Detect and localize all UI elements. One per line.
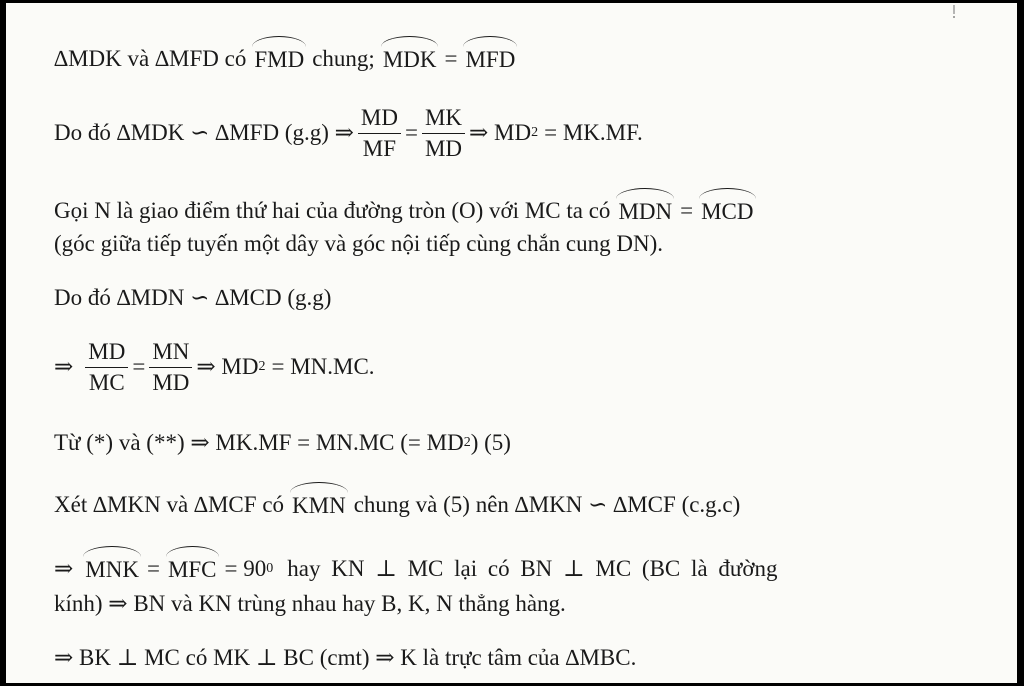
- equals-sign: =: [146, 556, 160, 581]
- line-4: [54, 229, 663, 259]
- angle-arc: MDK: [383, 43, 437, 75]
- fraction: [358, 105, 401, 162]
- line-6: ⇒ $\frac{MD}{MC}$ = $\frac{MN}{MD}$ ⇒ MD 2 = MN.MC.: [54, 337, 375, 397]
- text: ⇒ BK ⊥ MC có MK ⊥ BC (cmt) ⇒ K là trực tâm của ∆MBC.: [54, 645, 637, 670]
- numerator: MD: [85, 339, 128, 368]
- equals-sign: =: [132, 354, 146, 379]
- equals-sign: =: [404, 120, 418, 145]
- line-2: Do đó ∆MDK ∽ ∆MFD (g.g) ⇒ $\frac{MD}{MF}$ = $\frac{MK}{MD}$ ⇒ MD 2 = MK.MF.: [54, 103, 643, 163]
- text: hay KN ⊥ MC lại có BN ⊥ MC (BC là đường: [287, 556, 778, 581]
- denominator: MC: [88, 369, 125, 395]
- pen-mark: [951, 5, 957, 19]
- text: Do đó ∆MDN ∽ ∆MCD (g.g): [54, 285, 332, 310]
- text: Gọi N là giao điểm thứ hai của đường tròn (O) với MC ta có: [54, 198, 611, 223]
- equals-sign: =: [444, 46, 458, 71]
- line-10: [54, 589, 566, 619]
- text: = 90: [224, 556, 267, 581]
- denominator: MD: [152, 369, 190, 395]
- implies-sign: ⇒: [54, 556, 74, 581]
- text: chung;: [312, 46, 375, 71]
- text: ⇒ MD: [196, 354, 259, 379]
- line-11: [54, 643, 636, 673]
- numerator: MK: [422, 105, 465, 134]
- line-5: [54, 283, 331, 313]
- implies-sign: ⇒: [54, 354, 74, 379]
- document-page: [6, 3, 1017, 683]
- text: ) (5): [470, 430, 511, 455]
- line-9: ⇒ MNK = MFC = 90 0 hay KN ⊥ MC lại có BN ⊥ MC (BC là đường: [54, 553, 778, 585]
- angle-arc: MFC: [168, 553, 217, 585]
- line-8: [54, 489, 740, 521]
- angle-arc: MNK: [85, 553, 139, 585]
- denominator: MF: [362, 135, 397, 161]
- numerator: MD: [358, 105, 401, 134]
- fraction: [149, 339, 192, 396]
- text: chung và (5) nên ∆MKN ∽ ∆MCF (c.g.c): [353, 492, 741, 517]
- text: Xét ∆MKN và ∆MCF có: [54, 492, 285, 517]
- text: (góc giữa tiếp tuyến một dây và góc nội tiếp cùng chắn cung DN).: [54, 231, 664, 256]
- angle-arc: MDN: [618, 195, 672, 227]
- line-7: Từ (*) và (**) ⇒ MK.MF = MN.MC (= MD 2 ) (5): [54, 428, 511, 458]
- text: ∆MDK và ∆MFD có: [54, 46, 247, 71]
- angle-arc: KMN: [292, 489, 346, 521]
- angle-arc: MCD: [701, 195, 753, 227]
- line-3: [54, 195, 754, 227]
- angle-arc: MFD: [465, 43, 515, 75]
- text: Từ (*) và (**) ⇒ MK.MF = MN.MC (= MD: [54, 430, 464, 455]
- equals-sign: =: [680, 198, 694, 223]
- fraction: [85, 339, 128, 396]
- denominator: MD: [424, 135, 462, 161]
- text: kính) ⇒ BN và KN trùng nhau hay B, K, N thẳng hàng.: [54, 591, 566, 616]
- fraction: [422, 105, 465, 162]
- line-1: [54, 43, 515, 75]
- text: ⇒ MD: [469, 120, 532, 145]
- text: = MN.MC.: [271, 354, 375, 379]
- angle-arc: FMD: [254, 43, 304, 75]
- numerator: MN: [149, 339, 192, 368]
- text: = MK.MF.: [544, 120, 643, 145]
- text: Do đó ∆MDK ∽ ∆MFD (g.g) ⇒: [54, 120, 354, 145]
